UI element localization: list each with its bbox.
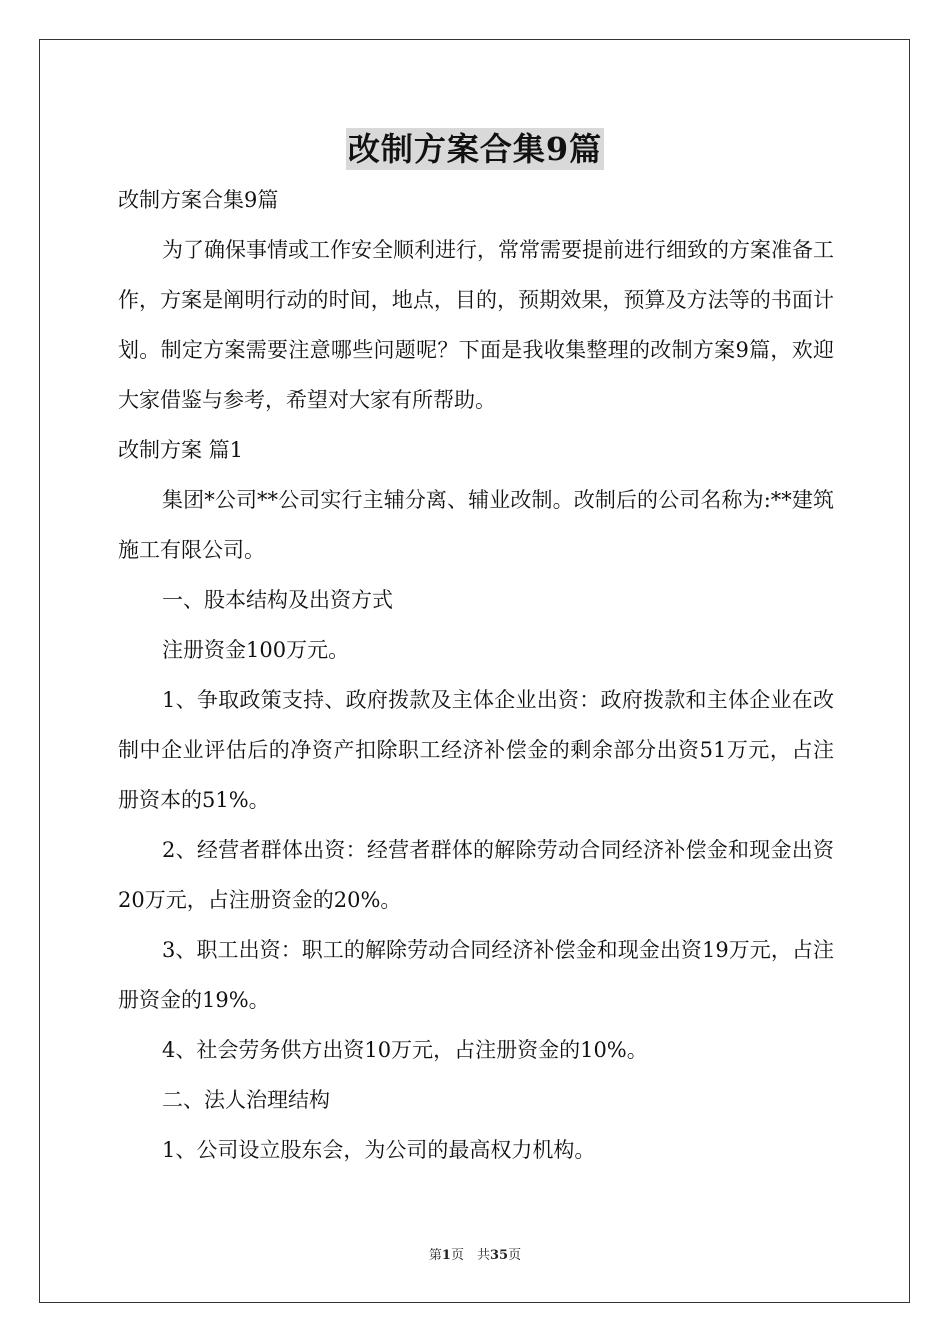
page-prefix: 第	[428, 1248, 442, 1263]
body-paragraph: 集团*公司**公司实行主辅分离、辅业改制。改制后的公司名称为:**建筑施工有限公司。	[118, 488, 834, 562]
subheading: 二、法人治理结构	[162, 1088, 330, 1112]
body-paragraph: 1、公司设立股东会，为公司的最高权力机构。	[162, 1138, 596, 1162]
subheading: 一、股本结构及出资方式	[162, 588, 393, 612]
document-body	[118, 175, 834, 1175]
title-wrap	[0, 128, 950, 170]
page-number: 1	[441, 1248, 451, 1263]
section-heading: 改制方案 篇1	[118, 438, 244, 462]
body-paragraph: 3、职工出资：职工的解除劳动合同经济补偿金和现金出资19万元，占注册资金的19%。	[118, 938, 834, 1012]
page-total: 35	[489, 1248, 509, 1263]
page-mid: 页 共	[450, 1248, 490, 1263]
intro-paragraph: 为了确保事情或工作安全顺利进行，常常需要提前进行细致的方案准备工作，方案是阐明行动的时间，地点，目的，预期效果，预算及方法等的书面计划。制定方案需要注意哪些问题呢？下面是我收集整理的改制方案9篇，欢迎大家借鉴与参考，希望对大家有所帮助。	[118, 238, 834, 412]
document-title: 改制方案合集9篇	[347, 130, 603, 168]
page-footer	[0, 1246, 950, 1266]
body-paragraph: 2、经营者群体出资：经营者群体的解除劳动合同经济补偿金和现金出资20万元，占注册资金的20%。	[118, 838, 834, 912]
page-suffix: 页	[508, 1248, 522, 1263]
body-paragraph: 4、社会劳务供方出资10万元，占注册资金的10%。	[162, 1038, 648, 1062]
document-subtitle: 改制方案合集9篇	[118, 188, 279, 212]
body-paragraph: 1、争取政策支持、政府拨款及主体企业出资：政府拨款和主体企业在改制中企业评估后的净资产扣除职工经济补偿金的剩余部分出资51万元，占注册资本的51%。	[118, 688, 834, 812]
body-paragraph: 注册资金100万元。	[162, 638, 350, 662]
